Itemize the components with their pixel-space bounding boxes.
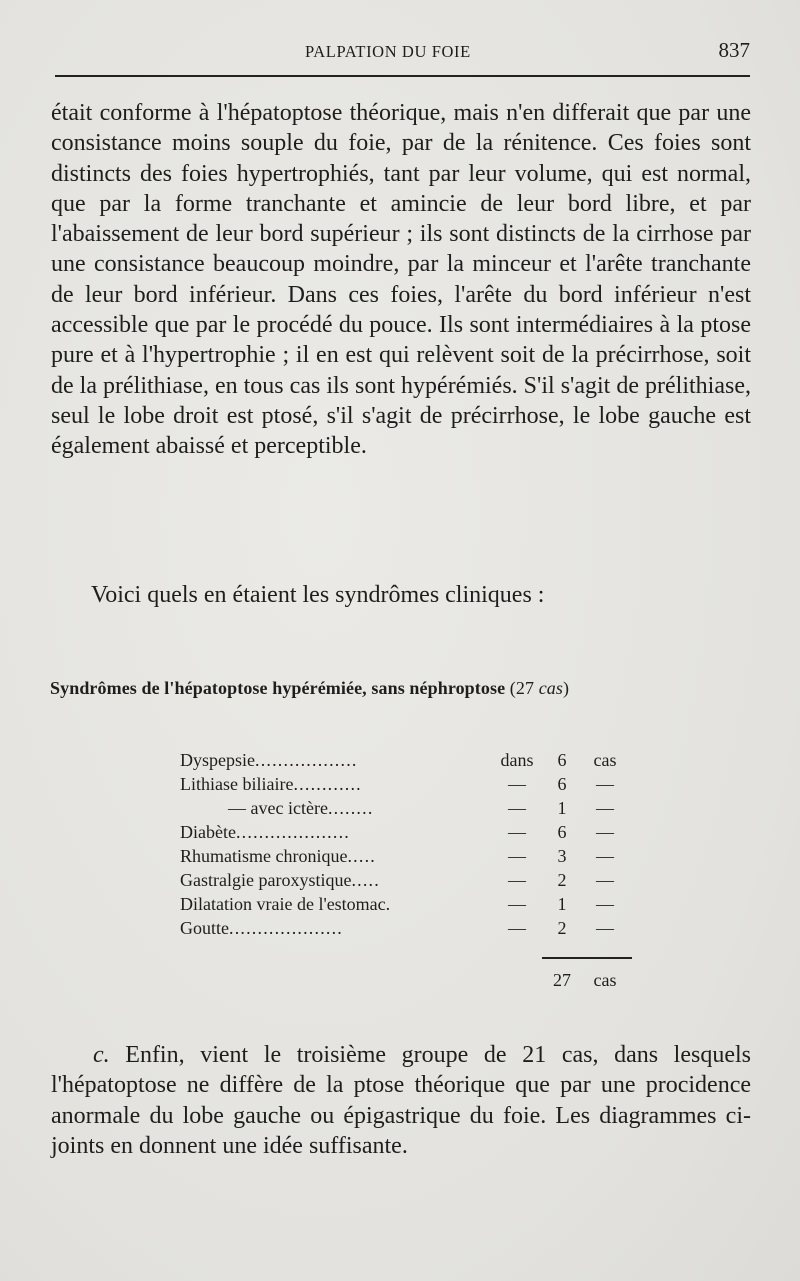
row-count: 3 bbox=[557, 846, 567, 866]
body-paragraph-2: Voici quels en étaient les syndrômes cliniques : bbox=[91, 582, 545, 608]
row-label: Dyspepsie.................. bbox=[180, 750, 358, 770]
row-label: — avec ictère........ bbox=[228, 798, 374, 818]
table-title-text: Syndrômes de l'hépatoptose hypérémiée, sans néphroptose bbox=[50, 678, 506, 698]
row-count: 2 bbox=[557, 870, 567, 890]
row-label: Goutte.................... bbox=[180, 918, 343, 938]
page-number: 837 bbox=[718, 38, 750, 62]
row-prefix: dans bbox=[500, 750, 534, 770]
row-prefix: — bbox=[508, 798, 526, 818]
closing-paragraph bbox=[51, 1040, 751, 1161]
table-row bbox=[180, 748, 640, 772]
row-unit: — bbox=[596, 846, 614, 866]
row-count: 6 bbox=[557, 750, 567, 770]
table-row bbox=[180, 796, 640, 820]
row-label: Dilatation vraie de l'estomac. bbox=[180, 894, 391, 914]
page-header bbox=[55, 38, 750, 68]
table-row bbox=[180, 772, 640, 796]
row-prefix: — bbox=[508, 822, 526, 842]
section-marker: c. bbox=[93, 1042, 110, 1068]
row-label: Rhumatisme chronique..... bbox=[180, 846, 376, 866]
table-row bbox=[180, 892, 640, 916]
row-prefix: — bbox=[508, 870, 526, 890]
row-label: Gastralgie paroxystique..... bbox=[180, 870, 380, 890]
row-prefix: — bbox=[508, 918, 526, 938]
table-row bbox=[180, 820, 640, 844]
syndromes-table bbox=[180, 748, 640, 940]
row-unit: — bbox=[596, 798, 614, 818]
row-count: 1 bbox=[557, 798, 567, 818]
row-unit: — bbox=[596, 822, 614, 842]
body-paragraph-1: était conforme à l'hépatoptose théorique, mais n'en differait que par une consistance moins souple du foie, par de la rénitence. Ces foies sont distincts des foies hypertrophiés, tant par leur volume, qui est normal, que par la forme tranchante et amincie de leur bord libre, et par l'abaissement de leur bord supérieur ; ils sont distincts de la cirrhose par une consistance beaucoup moindre, par la minceur et l'arête tranchante de leur bord inférieur. Dans ces foies, l'arête du bord inférieur n'est accessible que par le procédé du pouce. Ils sont intermédiaires à la ptose pure et à l'hypertrophie ; il en est qui relèvent soit de la précirrhose, soit de la prélithiase, en tous cas ils sont hypérémiés. S'il s'agit de prélithiase, seul le lobe droit est ptosé, s'il s'agit de précirrhose, le lobe gauche est également abaissé et perceptible. bbox=[51, 100, 751, 460]
total-unit: cas bbox=[593, 970, 617, 990]
row-count: 6 bbox=[557, 822, 567, 842]
header-rule bbox=[55, 75, 750, 77]
table-title bbox=[50, 678, 752, 699]
closing-text: Enfin, vient le troisième groupe de 21 cas, dans lesquels l'hépatoptose ne diffère de la ptose théorique que par une procidence anormale du lobe gauche ou épigastrique du foie. Les diagrammes ci-joints en donnent une idée suffisante. bbox=[51, 1042, 751, 1159]
table-row bbox=[180, 868, 640, 892]
table-row bbox=[180, 916, 640, 940]
row-count: 6 bbox=[557, 774, 567, 794]
row-unit: — bbox=[596, 918, 614, 938]
total-rule bbox=[542, 957, 632, 959]
row-prefix: — bbox=[508, 846, 526, 866]
row-unit: — bbox=[596, 774, 614, 794]
row-prefix: — bbox=[508, 894, 526, 914]
total-count: 27 bbox=[553, 970, 571, 990]
row-label: Lithiase biliaire............ bbox=[180, 774, 362, 794]
row-count: 1 bbox=[557, 894, 567, 914]
row-count: 2 bbox=[557, 918, 567, 938]
table-row bbox=[180, 844, 640, 868]
row-unit: — bbox=[596, 870, 614, 890]
row-label: Diabète.................... bbox=[180, 822, 350, 842]
row-prefix: — bbox=[508, 774, 526, 794]
row-unit: — bbox=[596, 894, 614, 914]
running-head: PALPATION DU FOIE bbox=[305, 42, 471, 61]
row-unit: cas bbox=[593, 750, 617, 770]
table-title-count: (27 cas) bbox=[509, 678, 570, 698]
